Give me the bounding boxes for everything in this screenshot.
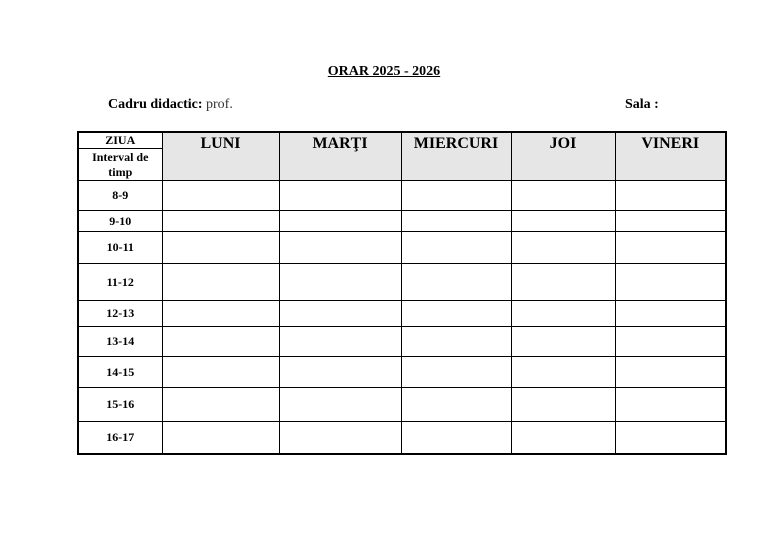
corner-day-label: ZIUA <box>79 133 162 149</box>
schedule-table <box>77 131 727 455</box>
time-slot: 10-11 <box>78 232 162 264</box>
table-row <box>78 301 726 327</box>
schedule-cell <box>162 181 279 211</box>
table-row <box>78 232 726 264</box>
schedule-cell <box>279 388 401 422</box>
schedule-cell <box>279 301 401 327</box>
schedule-cell <box>615 232 726 264</box>
schedule-cell <box>401 301 511 327</box>
day-header-joi: JOI <box>511 132 615 181</box>
schedule-cell <box>401 264 511 301</box>
schedule-cell <box>615 327 726 357</box>
schedule-cell <box>401 211 511 232</box>
table-row <box>78 181 726 211</box>
time-slot: 15-16 <box>78 388 162 422</box>
schedule-cell <box>162 264 279 301</box>
schedule-cell <box>511 232 615 264</box>
schedule-cell <box>279 422 401 454</box>
schedule-cell <box>615 264 726 301</box>
schedule-cell <box>511 422 615 454</box>
schedule-cell <box>279 264 401 301</box>
schedule-cell <box>162 232 279 264</box>
day-header-luni: LUNI <box>162 132 279 181</box>
schedule-cell <box>162 357 279 388</box>
day-header-marti: MARŢI <box>279 132 401 181</box>
time-slot: 12-13 <box>78 301 162 327</box>
schedule-cell <box>401 327 511 357</box>
teacher-value: prof. <box>206 97 233 112</box>
schedule-cell <box>615 211 726 232</box>
time-slot: 16-17 <box>78 422 162 454</box>
time-slot: 11-12 <box>78 264 162 301</box>
corner-cell <box>78 132 162 181</box>
day-header-miercuri: MIERCURI <box>401 132 511 181</box>
schedule-cell <box>615 422 726 454</box>
schedule-cell <box>511 264 615 301</box>
schedule-cell <box>401 357 511 388</box>
schedule-cell <box>401 232 511 264</box>
teacher-line <box>108 97 233 113</box>
schedule-cell <box>162 301 279 327</box>
schedule-cell <box>511 211 615 232</box>
time-slot: 9-10 <box>78 211 162 232</box>
schedule-cell <box>401 181 511 211</box>
schedule-cell <box>511 327 615 357</box>
schedule-cell <box>511 357 615 388</box>
schedule-cell <box>162 422 279 454</box>
table-row <box>78 264 726 301</box>
schedule-cell <box>615 181 726 211</box>
day-header-vineri: VINERI <box>615 132 726 181</box>
schedule-cell <box>401 388 511 422</box>
table-row <box>78 211 726 232</box>
teacher-label: Cadru didactic: <box>108 97 203 112</box>
header-row <box>78 132 726 181</box>
schedule-cell <box>511 181 615 211</box>
schedule-cell <box>279 357 401 388</box>
table-row <box>78 327 726 357</box>
schedule-cell <box>401 422 511 454</box>
time-slot: 14-15 <box>78 357 162 388</box>
schedule-cell <box>615 301 726 327</box>
schedule-cell <box>279 327 401 357</box>
schedule-cell <box>615 388 726 422</box>
time-slot: 13-14 <box>78 327 162 357</box>
schedule-cell <box>279 181 401 211</box>
page-title: ORAR 2025 - 2026 <box>327 64 441 79</box>
schedule-cell <box>615 357 726 388</box>
schedule-cell <box>279 211 401 232</box>
schedule-cell <box>279 232 401 264</box>
schedule-cell <box>162 211 279 232</box>
table-row <box>78 357 726 388</box>
table-row <box>78 422 726 454</box>
schedule-cell <box>162 327 279 357</box>
schedule-cell <box>511 388 615 422</box>
room-label: Sala : <box>625 97 659 112</box>
schedule-cell <box>162 388 279 422</box>
corner-interval-label: Interval de timp <box>92 150 149 179</box>
time-slot: 8-9 <box>78 181 162 211</box>
table-row <box>78 388 726 422</box>
schedule-cell <box>511 301 615 327</box>
